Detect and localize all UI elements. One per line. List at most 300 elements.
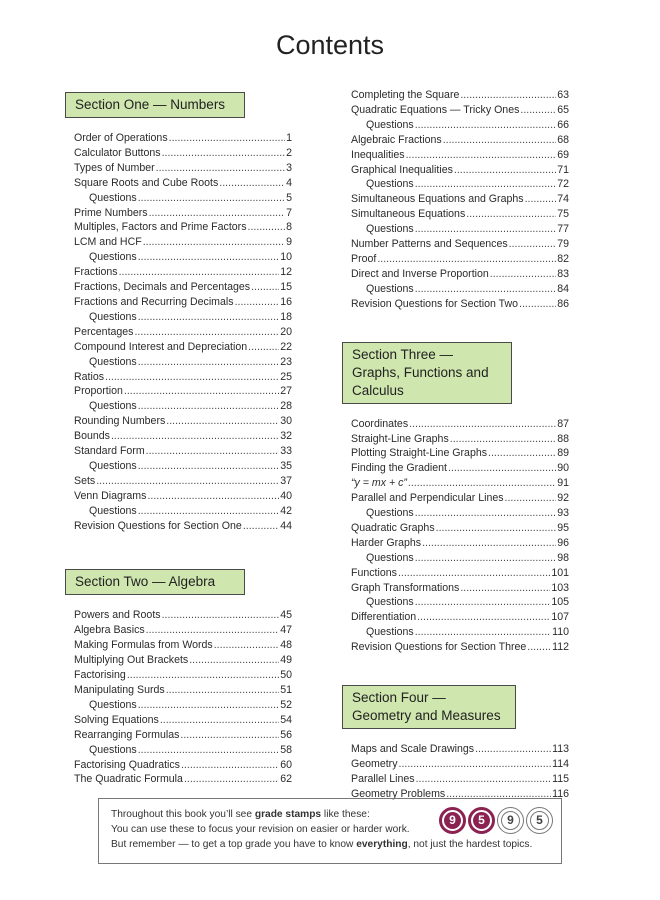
toc-leader-dots bbox=[448, 461, 556, 476]
toc-entry-title: Solving Equations bbox=[74, 713, 159, 726]
grade-stamp-outline bbox=[526, 807, 553, 834]
section-heading: Section Three — Graphs, Functions and Calculus bbox=[342, 342, 512, 404]
toc-entry[interactable] bbox=[351, 757, 569, 772]
toc-leader-dots bbox=[416, 772, 552, 787]
toc-entry-title: Types of Number bbox=[74, 161, 155, 174]
toc-page-number: 2 bbox=[286, 146, 292, 159]
toc-entry[interactable] bbox=[74, 758, 292, 773]
toc-page-number: 52 bbox=[280, 698, 292, 711]
toc-page-number: 103 bbox=[551, 581, 569, 594]
toc-leader-dots bbox=[248, 220, 286, 235]
grade-stamp-filled bbox=[439, 807, 466, 834]
toc-entry[interactable] bbox=[74, 653, 292, 668]
toc-page-number: 58 bbox=[280, 743, 292, 756]
toc-entry-title: Questions bbox=[89, 459, 137, 472]
toc-entry-title: Algebra Basics bbox=[74, 624, 145, 637]
toc-entry-title: Algebraic Fractions bbox=[351, 133, 442, 146]
toc-entry-title: Questions bbox=[89, 743, 137, 756]
toc-leader-dots bbox=[422, 536, 556, 551]
toc-leader-dots bbox=[146, 623, 280, 638]
toc-entry-title: Standard Form bbox=[74, 445, 145, 458]
toc-entry-title: Fractions and Recurring Decimals bbox=[74, 295, 234, 308]
toc-leader-dots bbox=[415, 625, 551, 640]
toc-leader-dots bbox=[415, 506, 557, 521]
toc-entry[interactable] bbox=[351, 297, 569, 312]
toc-entry[interactable] bbox=[74, 295, 292, 310]
toc-entry-title: Proportion bbox=[74, 385, 123, 398]
toc-entry[interactable] bbox=[74, 280, 292, 295]
toc-entry[interactable] bbox=[74, 325, 292, 340]
toc-entry-title: Inequalities bbox=[351, 148, 405, 161]
toc-page-number: 116 bbox=[552, 787, 569, 800]
toc-entry[interactable] bbox=[74, 728, 292, 743]
toc-leader-dots bbox=[415, 282, 557, 297]
toc-leader-dots bbox=[443, 133, 557, 148]
toc-leader-dots bbox=[181, 758, 279, 773]
toc-entry-title: Graphical Inequalities bbox=[351, 163, 453, 176]
toc-leader-dots bbox=[219, 176, 285, 191]
toc-page-number: 33 bbox=[280, 445, 292, 458]
toc-leader-dots bbox=[138, 504, 280, 519]
note-line-1-bold: grade stamps bbox=[254, 809, 322, 820]
toc-entry[interactable] bbox=[74, 772, 292, 787]
toc-page-number: 105 bbox=[551, 596, 569, 609]
toc-entry-title: Questions bbox=[89, 191, 137, 204]
toc-leader-dots bbox=[520, 103, 556, 118]
toc-entry[interactable] bbox=[74, 176, 292, 191]
toc-leader-dots bbox=[149, 206, 286, 221]
grade-stamp-value: 9 bbox=[444, 812, 461, 829]
toc-entry-title: Questions bbox=[89, 698, 137, 711]
toc-leader-dots bbox=[527, 640, 551, 655]
toc-entry[interactable] bbox=[74, 623, 292, 638]
toc-section bbox=[74, 92, 292, 533]
toc-entry-title: Compound Interest and Depreciation bbox=[74, 340, 248, 353]
toc-page-number: 12 bbox=[280, 266, 292, 279]
toc-entry-title: Harder Graphs bbox=[351, 536, 422, 549]
toc-entry[interactable] bbox=[74, 683, 292, 698]
toc-entry-title: Questions bbox=[89, 400, 137, 413]
toc-entry-title: Parallel and Perpendicular Lines bbox=[351, 492, 504, 505]
toc-entry-title: Square Roots and Cube Roots bbox=[74, 176, 219, 189]
toc-leader-dots bbox=[111, 429, 279, 444]
toc-leader-dots bbox=[180, 728, 279, 743]
toc-leader-dots bbox=[454, 163, 556, 178]
toc-leader-dots bbox=[415, 222, 557, 237]
toc-leader-dots bbox=[450, 432, 556, 447]
note-line-1-post: like these: bbox=[321, 809, 370, 820]
toc-entry[interactable] bbox=[74, 414, 292, 429]
toc-page-number: 56 bbox=[280, 728, 292, 741]
toc-leader-dots bbox=[138, 355, 280, 370]
toc-entry-title: Revision Questions for Section One bbox=[74, 519, 242, 532]
toc-entry-title: Ratios bbox=[74, 370, 105, 383]
toc-entry[interactable] bbox=[351, 491, 569, 506]
toc-entry[interactable] bbox=[74, 235, 292, 250]
toc-leader-dots bbox=[460, 581, 550, 596]
toc-page-number: 51 bbox=[280, 684, 292, 696]
toc-page-number: 112 bbox=[552, 641, 569, 654]
toc-page-number: 48 bbox=[280, 639, 292, 652]
toc-entry-title: Finding the Gradient bbox=[351, 462, 447, 475]
toc-entry[interactable] bbox=[74, 161, 292, 176]
toc-entry-title: Sets bbox=[74, 474, 96, 487]
toc-entry[interactable] bbox=[74, 474, 292, 489]
toc-page-number: 115 bbox=[552, 772, 569, 785]
toc-entry[interactable] bbox=[351, 267, 569, 282]
toc-leader-dots bbox=[415, 118, 557, 133]
toc-page-number: 71 bbox=[557, 163, 569, 176]
toc-leader-dots bbox=[146, 444, 280, 459]
toc-leader-dots bbox=[138, 250, 280, 265]
grade-stamp-value: 9 bbox=[501, 811, 520, 830]
toc-entry[interactable] bbox=[351, 148, 569, 163]
section-heading: Section Four — Geometry and Measures bbox=[342, 685, 516, 729]
toc-entry-title: Questions bbox=[89, 355, 137, 368]
toc-leader-dots bbox=[184, 772, 279, 787]
toc-page-number: 10 bbox=[280, 251, 292, 264]
toc-right-column bbox=[351, 88, 569, 802]
toc-section bbox=[351, 342, 569, 656]
toc-entry-questions[interactable] bbox=[351, 506, 569, 521]
toc-leader-dots bbox=[466, 207, 556, 222]
toc-entry[interactable] bbox=[351, 521, 569, 536]
toc-entry-questions[interactable] bbox=[351, 625, 569, 640]
toc-page-number: 88 bbox=[557, 432, 569, 445]
toc-entry-title: Calculator Buttons bbox=[74, 146, 161, 159]
toc-entry[interactable] bbox=[74, 370, 292, 385]
grade-stamp-value: 5 bbox=[473, 812, 490, 829]
toc-entry[interactable] bbox=[74, 608, 292, 623]
toc-entry[interactable] bbox=[74, 668, 292, 683]
toc-section bbox=[351, 685, 569, 802]
toc-entry[interactable] bbox=[74, 265, 292, 280]
toc-entry[interactable] bbox=[351, 742, 569, 757]
section-heading: Section Two — Algebra bbox=[65, 569, 245, 595]
toc-page-number: 86 bbox=[557, 297, 569, 310]
toc-page-number: 50 bbox=[280, 669, 292, 682]
toc-page-number: 69 bbox=[557, 148, 569, 161]
toc-entry-title: Quadratic Equations — Tricky Ones bbox=[351, 103, 520, 116]
toc-leader-dots bbox=[505, 491, 557, 506]
toc-leader-dots bbox=[166, 414, 279, 429]
toc-entry-questions[interactable] bbox=[351, 551, 569, 566]
toc-entry-title: Completing the Square bbox=[351, 89, 460, 101]
toc-leader-dots bbox=[235, 295, 280, 310]
toc-entry[interactable] bbox=[74, 146, 292, 161]
toc-leader-dots bbox=[162, 146, 286, 161]
toc-entry[interactable] bbox=[74, 384, 292, 399]
toc-entry-title: Questions bbox=[366, 282, 414, 295]
toc-page-number: 87 bbox=[557, 417, 569, 430]
toc-entry-questions[interactable] bbox=[74, 698, 292, 713]
toc-page-number: 74 bbox=[557, 193, 569, 206]
toc-leader-dots bbox=[475, 742, 551, 757]
toc-entry-title: Questions bbox=[366, 223, 414, 236]
note-line-3-pre: But remember — to get a top grade you have to know bbox=[111, 838, 357, 850]
toc-leader-dots bbox=[509, 237, 557, 252]
toc-entry-title: Straight-Line Graphs bbox=[351, 432, 449, 445]
toc-entry-title: Simultaneous Equations and Graphs bbox=[351, 193, 524, 206]
toc-page-number: 18 bbox=[280, 310, 292, 323]
toc-entry[interactable] bbox=[74, 220, 292, 235]
toc-page-number: 4 bbox=[286, 176, 292, 189]
toc-entry-questions[interactable] bbox=[351, 595, 569, 610]
toc-entry-title: Percentages bbox=[74, 325, 134, 338]
toc-page-number: 68 bbox=[557, 133, 569, 146]
toc-entry[interactable] bbox=[74, 713, 292, 728]
toc-page-number: 1 bbox=[286, 132, 292, 144]
toc-entry-title: Multiples, Factors and Prime Factors bbox=[74, 221, 247, 234]
toc-entry[interactable] bbox=[351, 252, 569, 267]
toc-page-number: 83 bbox=[557, 267, 569, 280]
toc-page-number: 37 bbox=[280, 474, 292, 487]
toc-page-number: 47 bbox=[280, 624, 292, 637]
toc-entry[interactable] bbox=[351, 432, 569, 447]
toc-entry[interactable] bbox=[74, 131, 292, 146]
toc-section bbox=[351, 88, 569, 312]
toc-page-number: 66 bbox=[557, 118, 569, 131]
toc-entry[interactable] bbox=[351, 103, 569, 118]
toc-entry-title: Graph Transformations bbox=[351, 581, 460, 594]
toc-leader-dots bbox=[127, 668, 279, 683]
toc-entry-title: Factorising Quadratics bbox=[74, 758, 180, 771]
toc-page-number: 84 bbox=[557, 282, 569, 295]
toc-leader-dots bbox=[398, 566, 550, 581]
toc-entry[interactable] bbox=[351, 566, 569, 581]
toc-leader-dots bbox=[243, 519, 279, 534]
toc-leader-dots bbox=[406, 148, 557, 163]
toc-entry-title: Prime Numbers bbox=[74, 206, 148, 219]
toc-page-number: 40 bbox=[280, 489, 292, 502]
toc-entry-title: Order of Operations bbox=[74, 132, 168, 144]
toc-entry[interactable] bbox=[351, 417, 569, 432]
toc-page-number: 30 bbox=[280, 415, 292, 428]
toc-leader-dots bbox=[160, 713, 279, 728]
toc-entry[interactable] bbox=[351, 88, 569, 103]
toc-entry-title: Making Formulas from Words bbox=[74, 639, 213, 652]
toc-page-number: 22 bbox=[280, 340, 292, 353]
toc-page-number: 89 bbox=[557, 447, 569, 460]
toc-page-number: 9 bbox=[286, 236, 292, 249]
toc-entry-questions[interactable] bbox=[74, 355, 292, 370]
toc-entry-title: “y = mx + c” bbox=[351, 477, 407, 490]
toc-entry-title: Coordinates bbox=[351, 417, 409, 430]
toc-entry-title: Fractions, Decimals and Percentages bbox=[74, 281, 251, 294]
toc-entry-title: Rearranging Formulas bbox=[74, 728, 180, 741]
grade-stamps bbox=[439, 807, 553, 834]
toc-page-number: 16 bbox=[280, 295, 292, 308]
toc-leader-dots bbox=[138, 459, 280, 474]
grade-stamp-value: 5 bbox=[530, 811, 549, 830]
toc-page-number: 20 bbox=[280, 325, 292, 338]
toc-page-number: 114 bbox=[552, 758, 569, 770]
toc-page-number: 3 bbox=[286, 161, 292, 174]
toc-leader-dots bbox=[399, 757, 552, 772]
toc-entry[interactable] bbox=[351, 772, 569, 787]
toc-page-number: 107 bbox=[551, 611, 569, 624]
toc-leader-dots bbox=[408, 476, 556, 491]
toc-leader-dots bbox=[409, 417, 556, 432]
toc-entry-title: Rounding Numbers bbox=[74, 415, 166, 428]
toc-leader-dots bbox=[134, 325, 279, 340]
toc-entry-title: LCM and HCF bbox=[74, 236, 142, 249]
toc-leader-dots bbox=[248, 340, 279, 355]
toc-leader-dots bbox=[156, 161, 285, 176]
toc-entry-title: Functions bbox=[351, 566, 397, 579]
toc-entry[interactable] bbox=[351, 207, 569, 222]
toc-leader-dots bbox=[119, 265, 280, 280]
toc-page-number: 32 bbox=[280, 430, 292, 443]
toc-page-number: 60 bbox=[280, 758, 292, 771]
toc-entry[interactable] bbox=[351, 446, 569, 461]
toc-leader-dots bbox=[417, 610, 550, 625]
toc-entry-questions[interactable] bbox=[74, 250, 292, 265]
toc-page-number: 90 bbox=[557, 462, 569, 475]
toc-entry-title: Geometry Problems bbox=[351, 787, 446, 800]
toc-entry-title: Powers and Roots bbox=[74, 609, 161, 622]
toc-entry[interactable] bbox=[351, 581, 569, 596]
toc-page-number: 44 bbox=[280, 519, 292, 532]
toc-page-number: 75 bbox=[557, 208, 569, 221]
toc-entry-title: Proof bbox=[351, 252, 377, 265]
toc-leader-dots bbox=[251, 280, 279, 295]
toc-page-number: 82 bbox=[557, 252, 569, 265]
toc-entry-title: Questions bbox=[366, 178, 414, 191]
toc-page-number: 15 bbox=[280, 281, 292, 294]
toc-entry-questions[interactable] bbox=[74, 191, 292, 206]
toc-leader-dots bbox=[96, 474, 279, 489]
toc-entry-title: Simultaneous Equations bbox=[351, 208, 466, 221]
toc-entry[interactable] bbox=[74, 489, 292, 504]
toc-leader-dots bbox=[460, 88, 556, 103]
toc-leader-dots bbox=[138, 310, 280, 325]
toc-entry-title: Questions bbox=[366, 596, 414, 609]
note-line-3-bold: everything bbox=[356, 838, 408, 850]
toc-entry-title: Maps and Scale Drawings bbox=[351, 743, 475, 756]
toc-entry-questions[interactable] bbox=[351, 222, 569, 237]
toc-entry[interactable] bbox=[74, 638, 292, 653]
toc-entry[interactable] bbox=[351, 237, 569, 252]
page-title: Contents bbox=[275, 30, 385, 60]
toc-page-number: 98 bbox=[557, 551, 569, 564]
toc-entry-questions[interactable] bbox=[74, 399, 292, 414]
toc-page-number: 45 bbox=[280, 609, 292, 622]
toc-leader-dots bbox=[138, 743, 280, 758]
toc-entry-questions[interactable] bbox=[351, 118, 569, 133]
toc-section bbox=[74, 569, 292, 787]
toc-leader-dots bbox=[490, 267, 556, 282]
grade-stamp-filled bbox=[468, 807, 495, 834]
toc-entry-questions[interactable] bbox=[74, 743, 292, 758]
toc-page-number: 113 bbox=[552, 743, 569, 756]
toc-leader-dots bbox=[377, 252, 556, 267]
toc-entry-title: Fractions bbox=[74, 266, 118, 279]
note-line-1-pre: Throughout this book you’ll see bbox=[111, 809, 255, 820]
toc-page-number: 77 bbox=[557, 223, 569, 236]
toc-page-number: 93 bbox=[557, 507, 569, 520]
toc-entry-title: Plotting Straight-Line Graphs bbox=[351, 447, 488, 460]
toc-entry-title: Factorising bbox=[74, 669, 126, 682]
toc-page-number: 92 bbox=[557, 492, 569, 505]
toc-page-number: 91 bbox=[557, 477, 569, 490]
toc-entry[interactable] bbox=[74, 429, 292, 444]
toc-entry[interactable] bbox=[351, 192, 569, 207]
toc-leader-dots bbox=[214, 638, 279, 653]
toc-entry[interactable] bbox=[74, 206, 292, 221]
toc-leader-dots bbox=[105, 370, 279, 385]
grade-stamp-outline bbox=[497, 807, 524, 834]
toc-leader-dots bbox=[138, 191, 285, 206]
toc-page-number: 27 bbox=[280, 385, 292, 398]
toc-entry-title: Questions bbox=[366, 118, 414, 131]
grade-stamp-note bbox=[98, 798, 562, 864]
toc-page-number: 7 bbox=[286, 206, 292, 219]
toc-leader-dots bbox=[143, 235, 285, 250]
toc-page-number: 5 bbox=[286, 191, 292, 204]
toc-leader-dots bbox=[436, 521, 557, 536]
toc-entry-title: Questions bbox=[366, 626, 414, 639]
toc-entry[interactable] bbox=[351, 536, 569, 551]
toc-page-number: 54 bbox=[280, 713, 292, 726]
toc-leader-dots bbox=[189, 653, 279, 668]
toc-leader-dots bbox=[162, 608, 280, 623]
toc-entry-questions[interactable] bbox=[74, 310, 292, 325]
toc-page-number: 63 bbox=[557, 89, 569, 101]
toc-page-number: 101 bbox=[551, 566, 569, 579]
toc-entry[interactable] bbox=[351, 133, 569, 148]
toc-left-column bbox=[74, 92, 292, 787]
toc-page-number: 49 bbox=[280, 654, 292, 667]
toc-entry-questions[interactable] bbox=[74, 504, 292, 519]
toc-leader-dots bbox=[138, 698, 280, 713]
note-line-3-post: , not just the hardest topics. bbox=[407, 838, 533, 850]
toc-entry-questions[interactable] bbox=[74, 459, 292, 474]
toc-entry[interactable] bbox=[351, 461, 569, 476]
toc-entry-title: Revision Questions for Section Three bbox=[351, 641, 527, 654]
toc-leader-dots bbox=[124, 384, 279, 399]
toc-leader-dots bbox=[519, 297, 556, 312]
toc-entry-title: Bounds bbox=[74, 430, 110, 443]
toc-entry-title: Quadratic Graphs bbox=[351, 521, 435, 534]
toc-page-number: 65 bbox=[557, 103, 569, 116]
toc-entry[interactable] bbox=[351, 640, 569, 655]
toc-page-number: 62 bbox=[280, 773, 292, 786]
toc-entry-questions[interactable] bbox=[351, 177, 569, 192]
toc-entry-title: Questions bbox=[89, 504, 137, 517]
toc-entry[interactable] bbox=[74, 340, 292, 355]
toc-page-number: 96 bbox=[557, 536, 569, 549]
toc-entry-title: Questions bbox=[89, 310, 137, 323]
toc-leader-dots bbox=[138, 399, 280, 414]
toc-entry[interactable] bbox=[351, 476, 569, 491]
toc-page-number: 79 bbox=[557, 238, 569, 251]
toc-page-number: 28 bbox=[280, 400, 292, 413]
toc-entry[interactable] bbox=[74, 519, 292, 534]
toc-page-number: 42 bbox=[280, 504, 292, 517]
toc-entry[interactable] bbox=[351, 163, 569, 178]
section-heading: Section One — Numbers bbox=[65, 92, 245, 118]
toc-entry-title: Questions bbox=[366, 551, 414, 564]
toc-entry-questions[interactable] bbox=[351, 282, 569, 297]
toc-entry[interactable] bbox=[74, 444, 292, 459]
toc-page-number: 25 bbox=[280, 370, 292, 383]
note-line-2: You can use these to focus your revision on easier or harder work. bbox=[111, 823, 410, 835]
toc-leader-dots bbox=[169, 131, 285, 146]
toc-leader-dots bbox=[415, 551, 557, 566]
toc-entry[interactable] bbox=[351, 610, 569, 625]
toc-leader-dots bbox=[147, 489, 279, 504]
